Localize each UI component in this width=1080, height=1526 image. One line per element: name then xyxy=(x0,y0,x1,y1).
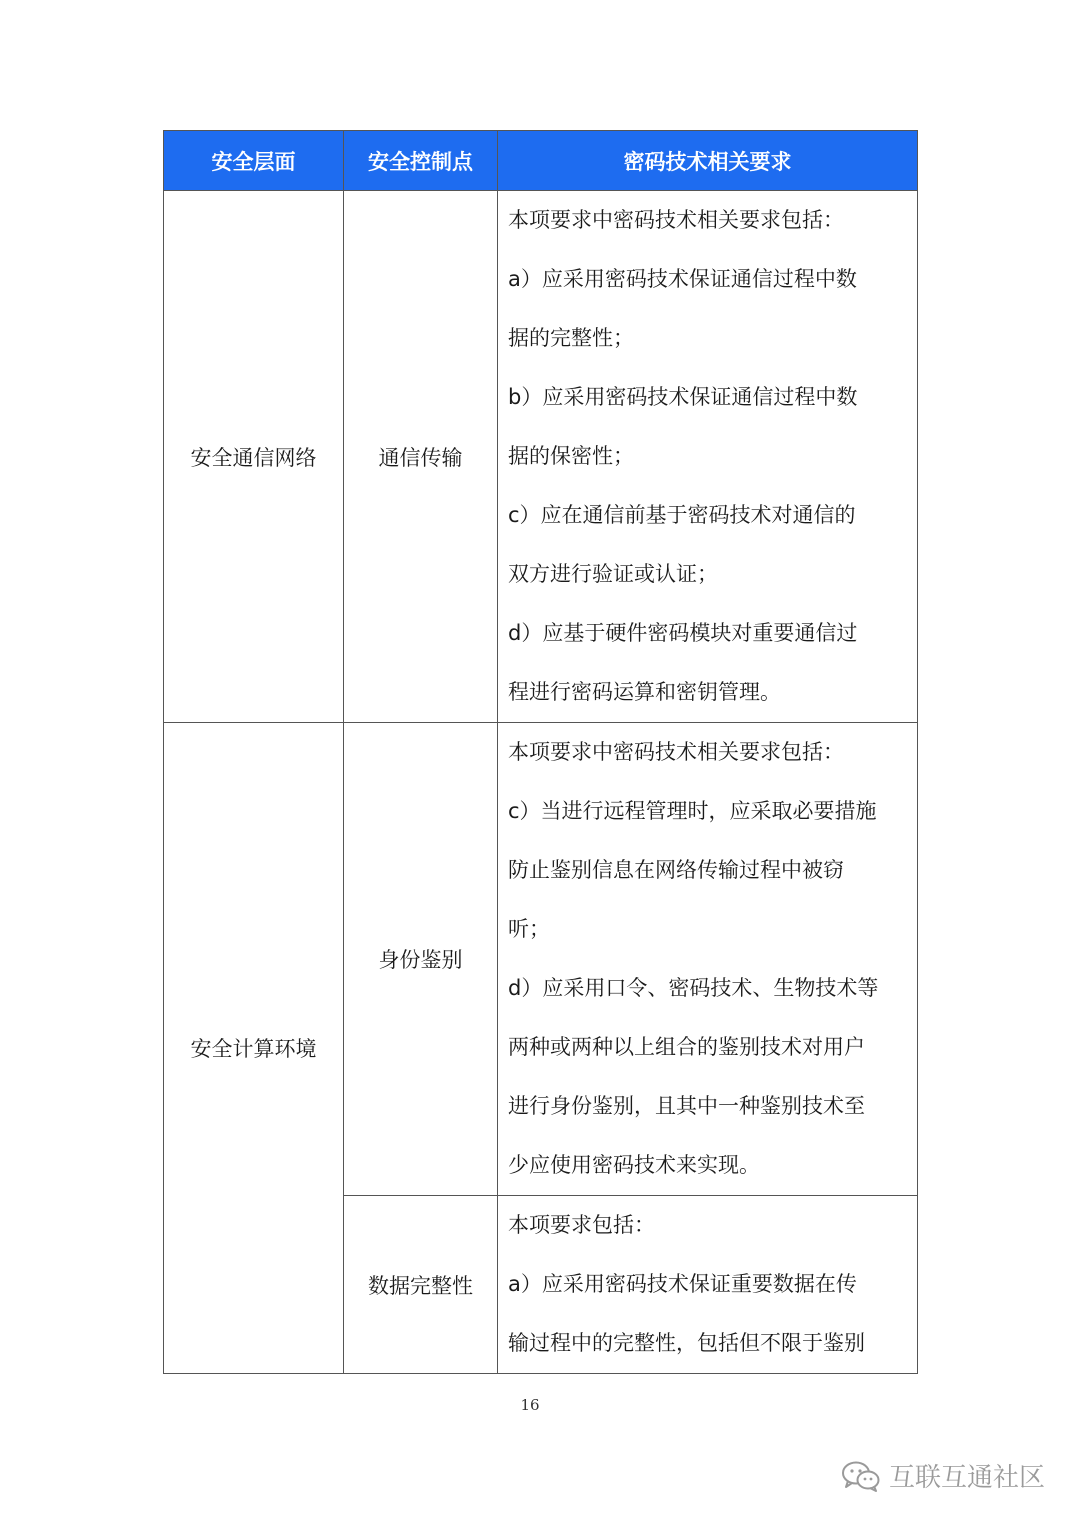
security-layer-cell: 安全通信网络 xyxy=(164,191,344,723)
requirements-table xyxy=(163,130,918,1374)
table-header-row xyxy=(164,131,918,191)
page-number: 16 xyxy=(520,1396,540,1414)
requirement-line: 两种或两种以上组合的鉴别技术对用户 xyxy=(508,1035,865,1059)
requirement-line: 本项要求中密码技术相关要求包括： xyxy=(508,740,844,764)
control-point-cell: 身份鉴别 xyxy=(344,723,498,1196)
control-point-cell: 通信传输 xyxy=(344,191,498,723)
requirement-line: 据的完整性； xyxy=(508,326,634,350)
requirement-cell xyxy=(498,1196,918,1374)
header-crypto-requirements: 密码技术相关要求 xyxy=(498,131,918,191)
requirement-line: 输过程中的完整性，包括但不限于鉴别 xyxy=(508,1331,865,1355)
security-layer-cell: 安全计算环境 xyxy=(164,723,344,1374)
requirement-cell xyxy=(498,723,918,1196)
watermark xyxy=(841,1457,1045,1494)
table-row xyxy=(164,191,918,723)
requirement-line: c）应在通信前基于密码技术对通信的 xyxy=(508,503,856,527)
requirement-line: 双方进行验证或认证； xyxy=(508,562,718,586)
requirement-line: b）应采用密码技术保证通信过程中数 xyxy=(508,385,858,409)
requirement-line: d）应采用口令、密码技术、生物技术等 xyxy=(508,976,879,1000)
requirement-line: 防止鉴别信息在网络传输过程中被窃 xyxy=(508,858,844,882)
requirement-line: 听； xyxy=(508,917,550,941)
requirement-line: c）当进行远程管理时，应采取必要措施 xyxy=(508,799,877,823)
requirement-line: d）应基于硬件密码模块对重要通信过 xyxy=(508,621,858,645)
table-row xyxy=(164,723,918,1196)
requirement-cell xyxy=(498,191,918,723)
requirement-line: 据的保密性； xyxy=(508,444,634,468)
requirement-line: 进行身份鉴别，且其中一种鉴别技术至 xyxy=(508,1094,865,1118)
requirement-line: 本项要求中密码技术相关要求包括： xyxy=(508,208,844,232)
requirement-line: 本项要求包括： xyxy=(508,1213,655,1237)
requirement-line: a）应采用密码技术保证通信过程中数 xyxy=(508,267,857,291)
requirement-line: 程进行密码运算和密钥管理。 xyxy=(508,680,781,704)
header-security-layer: 安全层面 xyxy=(164,131,344,191)
requirement-line: a）应采用密码技术保证重要数据在传 xyxy=(508,1272,857,1296)
control-point-cell: 数据完整性 xyxy=(344,1196,498,1374)
header-control-point: 安全控制点 xyxy=(344,131,498,191)
watermark-text: 互联互通社区 xyxy=(888,1463,1045,1493)
requirement-line: 少应使用密码技术来实现。 xyxy=(508,1153,760,1177)
wechat-icon xyxy=(841,1460,881,1492)
